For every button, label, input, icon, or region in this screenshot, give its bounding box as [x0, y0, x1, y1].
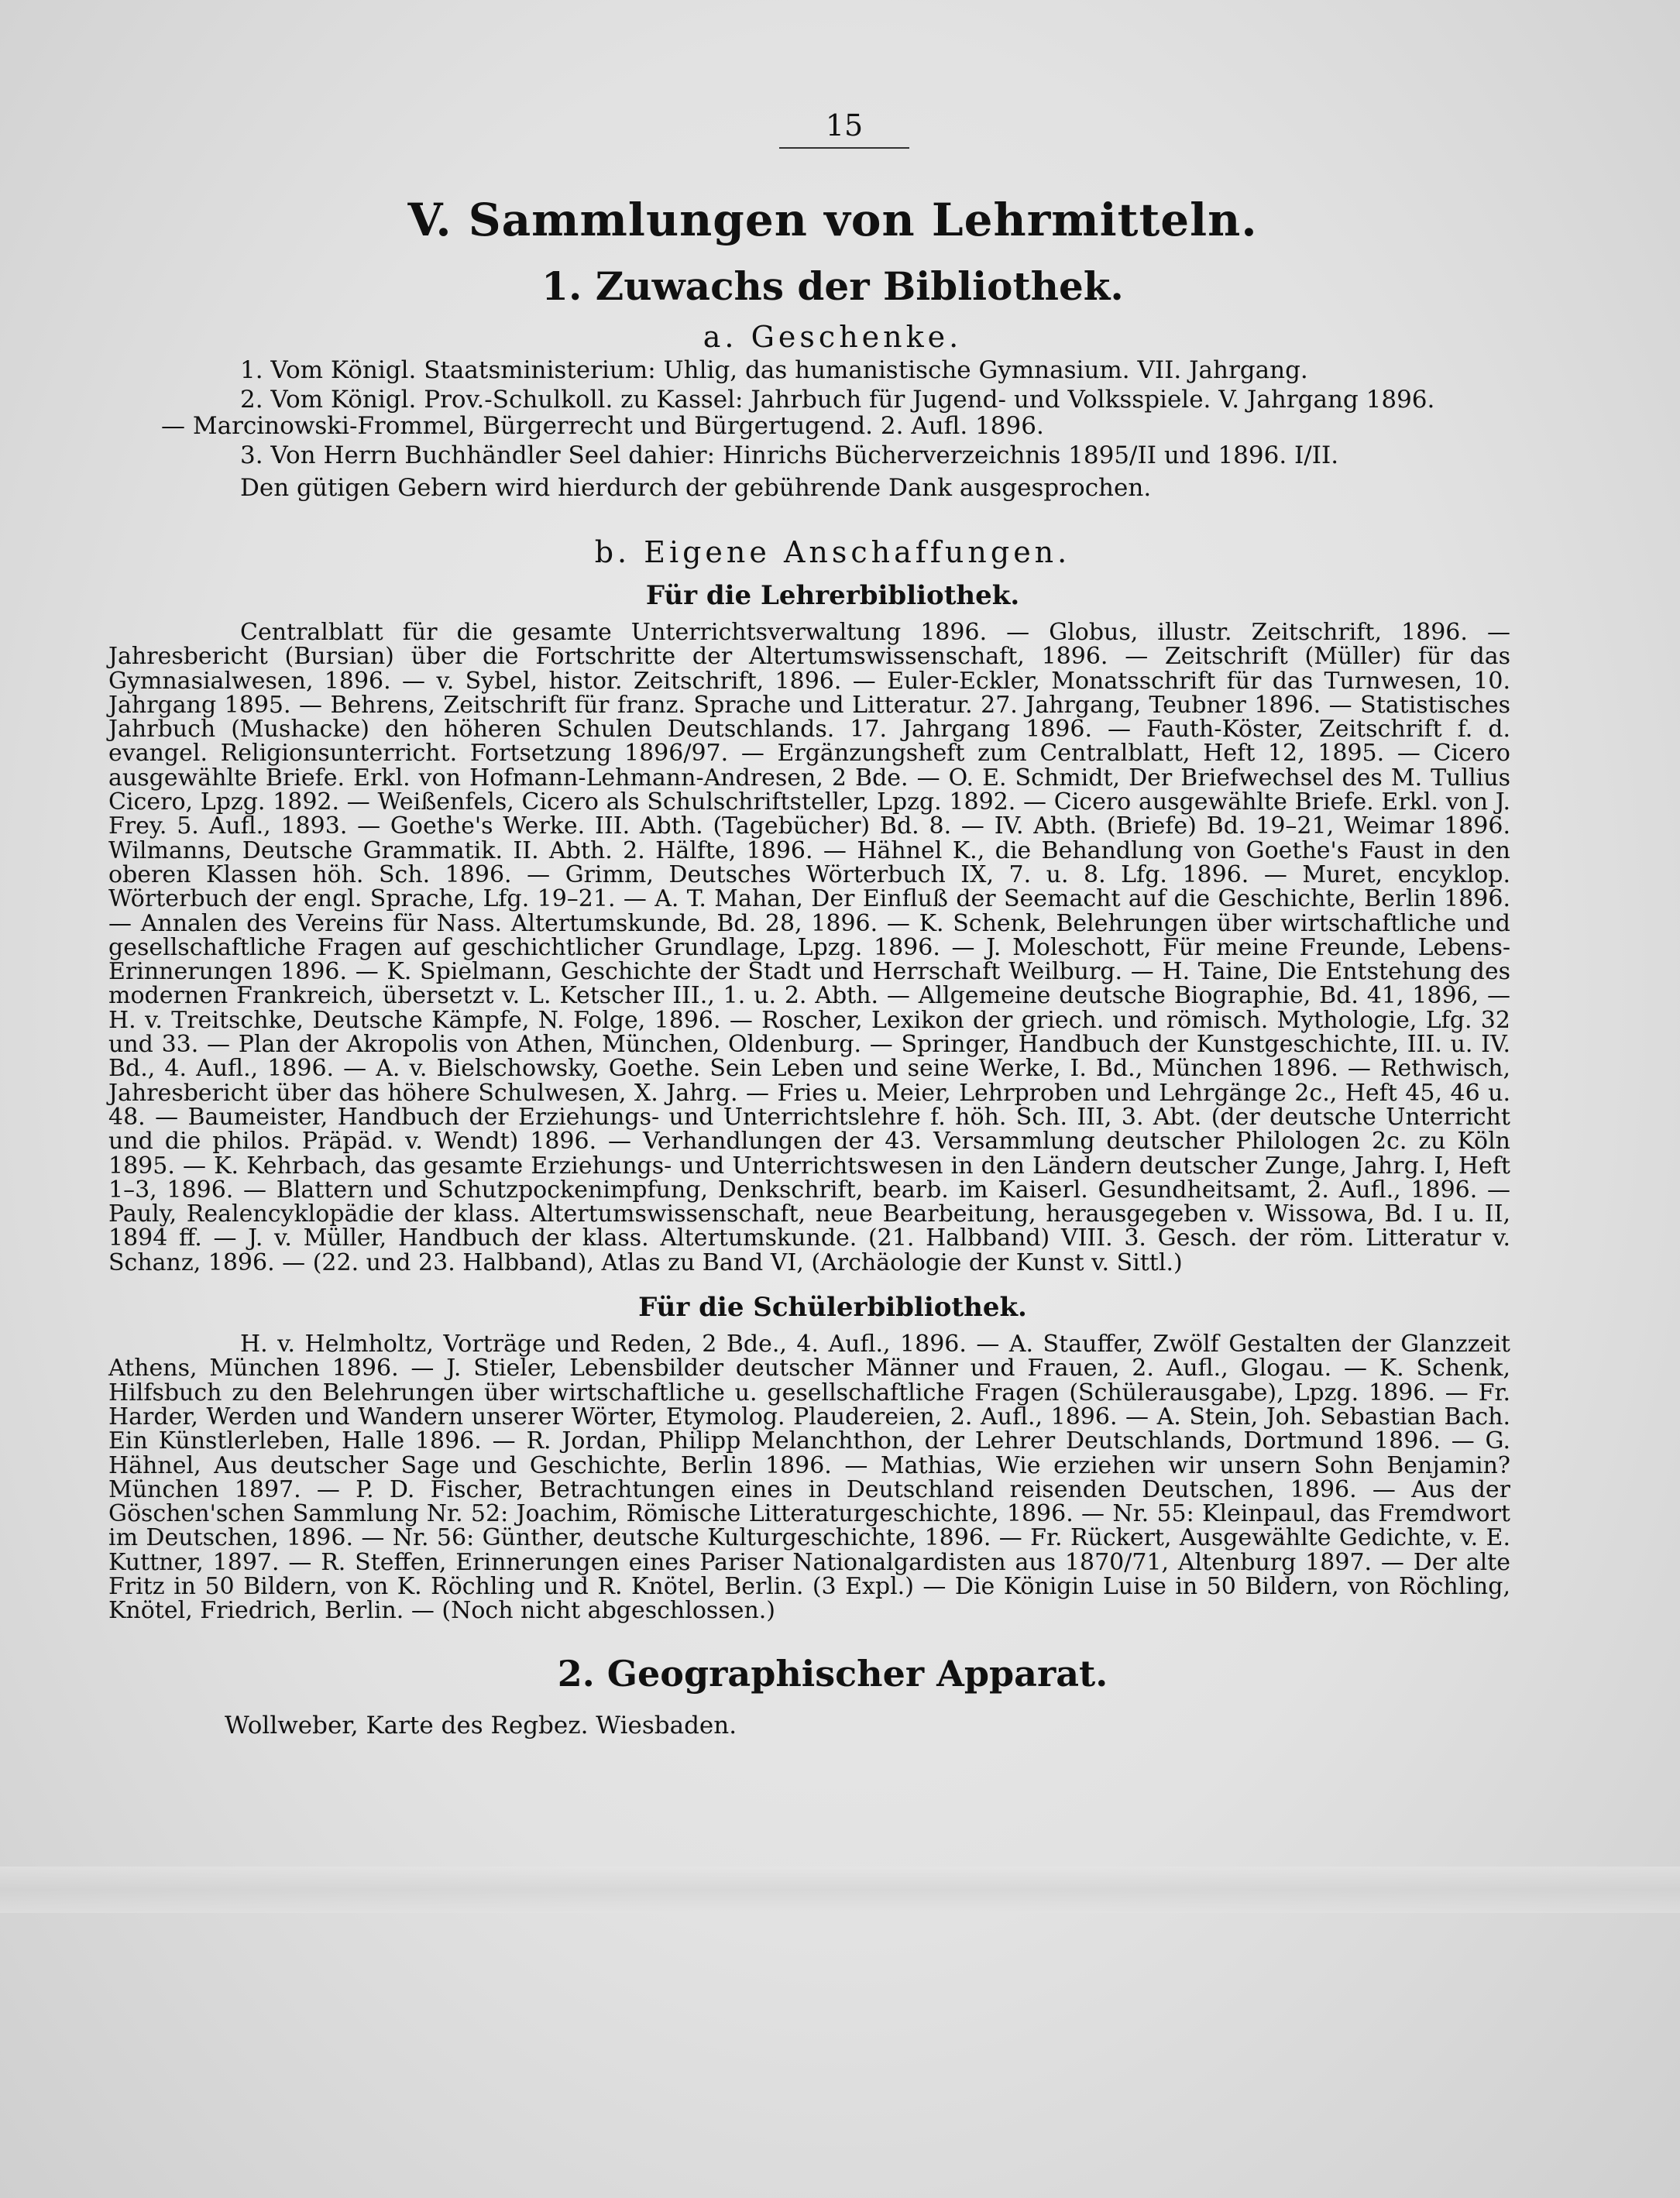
page-content [108, 108, 1510, 1740]
section-title: V. Sammlungen von Lehrmitteln. [407, 194, 1258, 246]
thanks-note: Den gütigen Gebern wird hierdurch der gebührende Dank ausgesprochen. [240, 474, 1152, 502]
teacher-library-heading: Für die Lehrerbibliothek. [645, 580, 1020, 611]
gift-entry-3 [108, 442, 1510, 469]
gift-entry-2-line2: — Marcinowski-Frommel, Bürgerrecht und Bürgertugend. 2. Aufl. 1896. [161, 412, 1044, 440]
subsection-library-title: 1. Zuwachs der Bibliothek. [541, 263, 1124, 309]
gift-entry-2-line1: 2. Vom Königl. Prov.-Schulkoll. zu Kassel: Jahrbuch für Jugend- und Volksspiele. V. Jahrgang 1896. [240, 386, 1435, 414]
gift-entry-1-line1: 1. Vom Königl. Staatsministerium: Uhlig, das humanistische Gymnasium. VII. Jahrgang. [240, 356, 1308, 384]
paper-fold [0, 1867, 1680, 1913]
geography-entry: Wollweber, Karte des Regbez. Wiesbaden. [225, 1711, 737, 1740]
gift-entry-3-line1: 3. Von Herrn Buchhändler Seel dahier: Hinrichs Bücherverzeichnis 1895/II und 1896. I/II. [240, 441, 1339, 469]
page-number-text: 15 [779, 108, 909, 149]
student-library-heading: Für die Schülerbibliothek. [638, 1292, 1027, 1324]
page-number [178, 108, 1510, 149]
subsection-geography-title: 2. Geographischer Apparat. [557, 1652, 1108, 1695]
part-b-heading: b. Eigene Anschaffungen. [594, 535, 1071, 569]
student-library-list: H. v. Helmholtz, Vorträge und Reden, 2 Bde., 4. Aufl., 1896. — A. Stauffer, Zwölf Gestalten der Glanzzeit Athens, München 1896. — J. Stieler, Lebensbilder deutscher Männer und Frauen, 2. Aufl., Glogau. — K. Schenk, Hilfsbuch zu den Belehrungen über wirtschaftliche u. gesellschaftliche Fragen (Schülerausgabe), Lpzg. 1896. — Fr. Harder, Werden und Wandern unserer Wörter, Etymolog. Plaudereien, 2. Aufl., 1896. — A. Stein, Joh. Sebastian Bach. Ein Künstlerleben, Halle 1896. — R. Jordan, Philipp Melanchthon, der Lehrer Deutschlands, Dortmund 1896. — G. Hähnel, Aus deutscher Sage und Geschichte, Berlin 1896. — Mathias, Wie erziehen wir unsern Sohn Benjamin? München 1897. — P. D. Fischer, Betrachtungen eines in Deutschland reisenden Deutschen, 1896. — Aus der Göschen'schen Sammlung Nr. 52: Joachim, Römische Litteraturgeschichte, 1896. — Nr. 55: Kleinpaul, das Fremdwort im Deutschen, 1896. — Nr. 56: Günther, deutsche Kulturgeschichte, 1896. — Fr. Rückert, Ausgewählte Gedichte, v. E. Kuttner, 1897. — R. Steffen, Erinnerungen eines Pariser Nationalgardisten aus 1870/71, Altenburg 1897. — Der alte Fritz in 50 Bildern, von K. Röchling und R. Knötel, Berlin. (3 Expl.) — Die Königin Luise in 50 Bildern, von Röchling, Knötel, Friedrich, Berlin. — (Noch nicht abgeschlossen.) [108, 1331, 1510, 1625]
gift-entry-2 [108, 386, 1510, 439]
teacher-library-list: Centralblatt für die gesamte Unterrichtsverwaltung 1896. — Globus, illustr. Zeitschrift, 1896. — Jahresbericht (Bursian) über die Fortschritte der Altertumswissenschaft, 1896. — Zeitschrift (Müller) für das Gymnasialwesen, 1896. — v. Sybel, histor. Zeitschrift, 1896. — Euler-Eckler, Monatsschrift für das Turnwesen, 10. Jahrgang 1895. — Behrens, Zeitschrift für franz. Sprache und Litteratur. 27. Jahrgang, Teubner 1896. — Statistisches Jahrbuch (Mushacke) den höheren Schulen Deutschlands. 17. Jahrgang 1896. — Fauth-Köster, Zeitschrift f. d. evangel. Religionsunterricht. Fortsetzung 1896/97. — Ergänzungsheft zum Centralblatt, Heft 12, 1895. — Cicero ausgewählte Briefe. Erkl. von Hofmann-Lehmann-Andresen, 2 Bde. — O. E. Schmidt, Der Briefwechsel des M. Tullius Cicero, Lpzg. 1892. — Weißenfels, Cicero als Schulschriftsteller, Lpzg. 1892. — Cicero ausgewählte Briefe. Erkl. von J. Frey. 5. Aufl., 1893. — Goethe's Werke. III. Abth. (Tagebücher) Bd. 8. — IV. Abth. (Briefe) Bd. 19–21, Weimar 1896. Wilmanns, Deutsche Grammatik. II. Abth. 2. Hälfte, 1896. — Hähnel K., die Behandlung von Goethe's Faust in den oberen Klassen höh. Sch. 1896. — Grimm, Deutsches Wörterbuch IX, 7. u. 8. Lfg. 1896. — Muret, encyklop. Wörterbuch der engl. Sprache, Lfg. 19–21. — A. T. Mahan, Der Einfluß der Seemacht auf die Geschichte, Berlin 1896. — Annalen des Vereins für Nass. Altertumskunde, Bd. 28, 1896. — K. Schenk, Belehrungen über wirtschaftliche und gesellschaftliche Fragen auf geschichtlicher Grundlage, Lpzg. 1896. — J. Moleschott, Für meine Freunde, Lebens-Erinnerungen 1896. — K. Spielmann, Geschichte der Stadt und Herrschaft Weilburg. — H. Taine, Die Entstehung des modernen Frankreich, übersetzt v. L. Ketscher III., 1. u. 2. Abth. — Allgemeine deutsche Biographie, Bd. 41, 1896, — H. v. Treitschke, Deutsche Kämpfe, N. Folge, 1896. — Roscher, Lexikon der griech. und römisch. Mythologie, Lfg. 32 und 33. — Plan der Akropolis von Athen, München, Oldenburg. — Springer, Handbuch der Kunstgeschichte, III. u. IV. Bd., 4. Aufl., 1896. — A. v. Bielschowsky, Goethe. Sein Leben und seine Werke, I. Bd., München 1896. — Rethwisch, Jahresbericht über das höhere Schulwesen, X. Jahrg. — Fries u. Meier, Lehrproben und Lehrgänge 2c., Heft 45, 46 u. 48. — Baumeister, Handbuch der Erziehungs- und Unterrichtslehre f. höh. Sch. III, 3. Abt. (der deutsche Unterricht und die philos. Präpäd. v. Wendt) 1896. — Verhandlungen der 43. Versammlung deutscher Philologen 2c. zu Köln 1895. — K. Kehrbach, das gesamte Erziehungs- und Unterrichtswesen in den Ländern deutscher Zunge, Jahrg. I, Heft 1–3, 1896. — Blattern und Schutzpockenimpfung, Denkschrift, bearb. im Kaiserl. Gesundheitsamt, 2. Aufl., 1896. — Pauly, Realencyklopädie der klass. Altertumswissenschaft, neue Bearbeitung, herausgegeben v. Wissowa, Bd. I u. II, 1894 ff. — J. v. Müller, Handbuch der klass. Altertumskunde. (21. Halbband) VIII. 3. Gesch. der röm. Litteratur v. Schanz, 1896. — (22. und 23. Halbband), Atlas zu Band VI, (Archäologie der Kunst v. Sittl.) [108, 619, 1510, 1276]
part-a-heading: a. Geschenke. [703, 320, 963, 354]
gift-entry-1 [108, 357, 1510, 383]
